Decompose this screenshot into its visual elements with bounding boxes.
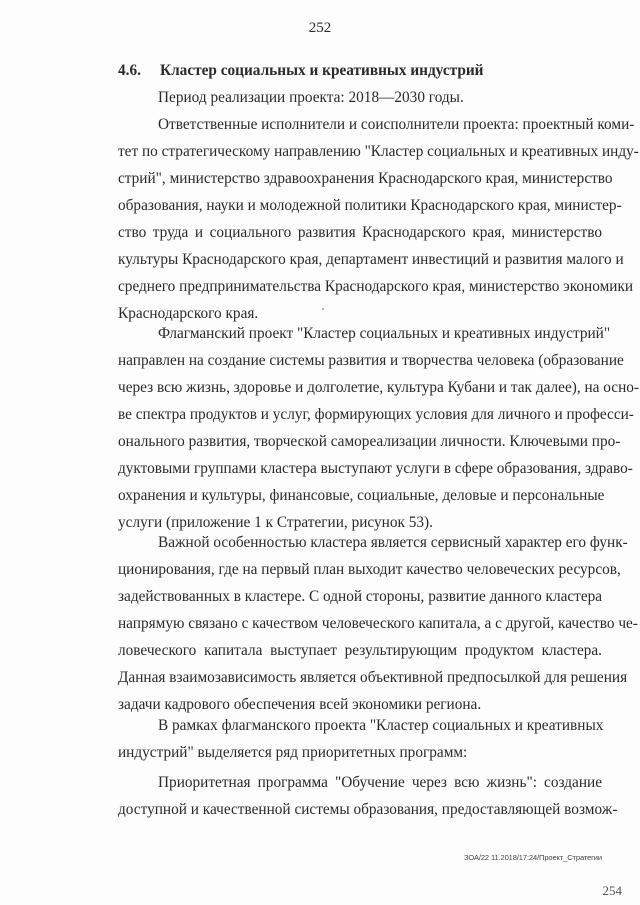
paragraph-line: Флагманский проект "Кластер социальных и креативных индустрий" (158, 325, 611, 342)
paragraph-line: тет по стратегическому направлению "Кластер социальных и креативных инду- (118, 143, 639, 160)
priority-paragraph (118, 769, 618, 823)
flagship-paragraph (118, 320, 640, 536)
paragraph-line: через всю жизнь, здоровье и долголетие, культура Кубани и так далее), на осно- (118, 379, 640, 396)
paragraph-line: среднего предпринимательства Краснодарского края, министерство экономики (118, 278, 634, 295)
paragraph-line: образования, науки и молодежной политики Краснодарского края, министер- (118, 197, 622, 214)
paragraph-line: Краснодарского края. (118, 305, 259, 322)
paragraph-line: Данная взаимозависимость является объективной предпосылкой для решения (118, 669, 628, 686)
period-paragraph (118, 84, 602, 111)
paragraph-line: ловеческого капитала выступает результирующим продуктом кластера. (118, 642, 602, 659)
section-title: Кластер социальных и креативных индустрий (160, 62, 484, 79)
paragraph-line: задачи кадрового обеспечения всей экономики региона. (118, 696, 482, 713)
paragraph-line: напрямую связано с качеством человеческого капитала, а с другой, качество че- (118, 615, 638, 632)
scan-speck (322, 308, 324, 310)
responsible-paragraph (118, 111, 639, 327)
feature-paragraph (118, 529, 638, 718)
page-number-top: 252 (308, 20, 332, 36)
document-stamp: ЗОА/22 11.2018/17:24/Проект_Стратегии (464, 853, 602, 862)
paragraph-line: стрий", министерство здравоохранения Краснодарского края, министерство (118, 170, 613, 187)
paragraph-line: Важной особенностью кластера является сервисный характер его функ- (158, 534, 628, 551)
paragraph-line: задействованных в кластере. С одной стороны, развитие данного кластера (118, 588, 603, 605)
paragraph-line: культуры Краснодарского края, департамент инвестиций и развития малого и (118, 251, 624, 268)
section-heading (118, 57, 602, 84)
paragraph-line: В рамках флагманского проекта "Кластер социальных и креативных (158, 717, 604, 734)
paragraph-line: дуктовыми группами кластера выступают услуги в сфере образования, здраво- (118, 460, 633, 477)
page-number-bottom: 254 (602, 883, 622, 898)
paragraph-line: направлен на создание системы развития и творчества человека (образование (118, 352, 624, 369)
paragraph-line: ве спектра продуктов и услуг, формирующих условия для личного и професси- (118, 406, 634, 423)
paragraph-line: ционирования, где на первый план выходит качество человеческих ресурсов, (118, 561, 621, 578)
paragraph-line: индустрий" выделяется ряд приоритетных программ: (118, 744, 468, 761)
paragraph-line: услуги (приложение 1 к Стратегии, рисунок 53). (118, 514, 433, 531)
paragraph-line: доступной и качественной системы образования, предоставляющей возмож- (118, 801, 618, 818)
paragraph-line: онального развития, творческой самореализации личности. Ключевыми про- (118, 433, 621, 450)
paragraph-line: Ответственные исполнители и соисполнители проекта: проектный коми- (158, 116, 635, 133)
section-number: 4.6. (118, 62, 141, 79)
paragraph-line: охранения и культуры, финансовые, социальные, деловые и персональные (118, 487, 605, 504)
programs-paragraph (118, 712, 602, 766)
paragraph-line: ство труда и социального развития Краснодарского края, министерство (118, 224, 602, 241)
paragraph-line: Приоритетная программа "Обучение через всю жизнь": создание (158, 774, 602, 791)
paragraph-line: Период реализации проекта: 2018—2030 годы. (158, 89, 464, 106)
